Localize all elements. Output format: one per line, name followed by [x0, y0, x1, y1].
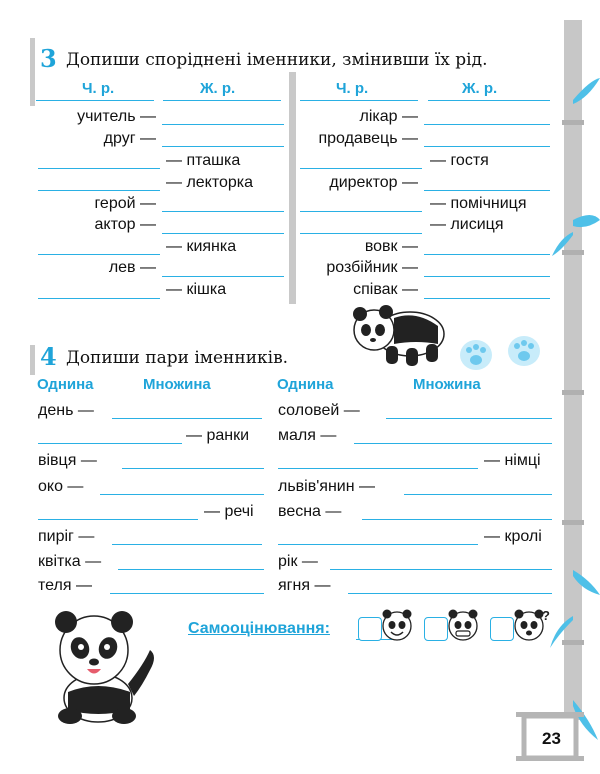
- column-divider: [289, 72, 296, 304]
- ex4-left-word: — ранки: [186, 427, 250, 444]
- ex3-header-masc-left: Ч. р.: [82, 80, 115, 97]
- ex3-answer-blank[interactable]: [300, 233, 422, 234]
- exercise-3-title: Допиши споріднені іменники, змінивши їх рід.: [66, 50, 488, 70]
- ex4-answer-blank[interactable]: [348, 593, 552, 594]
- ex4-right-word: весна —: [278, 503, 342, 520]
- ex3-answer-blank[interactable]: [424, 276, 550, 277]
- ex3-left-word: лев —: [108, 259, 156, 276]
- ex3-left-word: — лекторка: [166, 174, 254, 191]
- frame-left-bar: [30, 38, 35, 106]
- ex3-right-word: — гостя: [430, 152, 489, 169]
- panda-waving-illustration: [40, 606, 160, 726]
- ex4-header-plural-right: Множина: [413, 376, 481, 393]
- ex3-answer-blank[interactable]: [424, 298, 550, 299]
- ex3-answer-blank[interactable]: [38, 254, 160, 255]
- svg-text:?: ?: [542, 608, 550, 623]
- exercise-3-number: 3: [40, 44, 57, 73]
- self-evaluation-label: Самооцінювання:: [188, 620, 330, 637]
- ex3-header-fem-right: Ж. р.: [462, 80, 498, 97]
- ex3-header-masc-right: Ч. р.: [336, 80, 369, 97]
- ex4-answer-blank[interactable]: [330, 569, 552, 570]
- ex3-answer-blank[interactable]: [424, 146, 550, 147]
- ex3-right-word: розбійник —: [326, 259, 418, 276]
- ex3-right-word: продавець —: [318, 130, 418, 147]
- ex4-answer-blank[interactable]: [404, 494, 552, 495]
- ex4-answer-blank[interactable]: [362, 519, 552, 520]
- ex4-right-word: соловей —: [278, 402, 360, 419]
- ex3-left-word: друг —: [103, 130, 156, 147]
- panda-walking-illustration: [346, 300, 448, 370]
- ex3-left-word: герой —: [94, 195, 156, 212]
- ex4-answer-blank[interactable]: [110, 593, 264, 594]
- ex3-header-line: [163, 100, 281, 101]
- ex4-left-word: вівця —: [38, 452, 97, 469]
- frame-left-bar-2: [30, 345, 35, 375]
- self-eval-checkbox-happy[interactable]: [358, 617, 382, 641]
- ex4-right-word: ягня —: [278, 577, 331, 594]
- ex3-answer-blank[interactable]: [162, 211, 284, 212]
- ex4-left-word: око —: [38, 478, 84, 495]
- ex4-left-word: — речі: [204, 503, 254, 520]
- ex3-left-word: — пташка: [166, 152, 241, 169]
- ex4-left-word: день —: [38, 402, 94, 419]
- ex4-answer-blank[interactable]: [112, 418, 262, 419]
- ex3-right-word: вовк —: [364, 238, 418, 255]
- page-number: 23: [542, 729, 561, 748]
- ex4-header-plural-left: Множина: [143, 376, 211, 393]
- ex4-header-singular-right: Однина: [277, 376, 334, 393]
- bamboo-stalk: [550, 20, 600, 774]
- ex4-left-word: пиріг —: [38, 528, 95, 545]
- ex4-answer-blank[interactable]: [112, 544, 262, 545]
- ex4-left-word: теля —: [38, 577, 92, 594]
- ex3-answer-blank[interactable]: [38, 168, 160, 169]
- ex3-header-fem-left: Ж. р.: [200, 80, 236, 97]
- ex3-left-word: актор —: [94, 216, 156, 233]
- ex4-answer-blank[interactable]: [122, 468, 264, 469]
- ex4-answer-blank[interactable]: [278, 468, 478, 469]
- panda-grin-face-icon: [446, 608, 480, 642]
- ex3-answer-blank[interactable]: [424, 124, 550, 125]
- paw-print-icon: [458, 338, 494, 372]
- ex3-right-word: лікар —: [359, 108, 418, 125]
- ex4-right-word: — німці: [484, 452, 541, 469]
- ex3-answer-blank[interactable]: [38, 298, 160, 299]
- ex3-right-word: директор —: [329, 174, 418, 191]
- ex3-answer-blank[interactable]: [162, 124, 284, 125]
- ex4-answer-blank[interactable]: [118, 569, 264, 570]
- ex3-header-line: [300, 100, 418, 101]
- ex4-right-word: рік —: [278, 553, 318, 570]
- ex3-left-word: — кішка: [166, 281, 227, 298]
- ex4-answer-blank[interactable]: [354, 443, 552, 444]
- ex4-right-word: — кролі: [484, 528, 542, 545]
- ex4-answer-blank[interactable]: [386, 418, 552, 419]
- exercise-4-number: 4: [40, 342, 57, 371]
- ex4-header-singular-left: Однина: [37, 376, 94, 393]
- ex3-answer-blank[interactable]: [424, 190, 550, 191]
- self-eval-checkbox-confused[interactable]: [490, 617, 514, 641]
- ex3-left-word: учитель —: [77, 108, 156, 125]
- ex4-left-word: квітка —: [38, 553, 102, 570]
- ex4-answer-blank[interactable]: [38, 443, 182, 444]
- ex4-right-word: львів'янин —: [278, 478, 375, 495]
- self-eval-checkbox-grin[interactable]: [424, 617, 448, 641]
- ex4-answer-blank[interactable]: [38, 519, 198, 520]
- ex3-answer-blank[interactable]: [300, 211, 422, 212]
- ex3-right-word: співак —: [353, 281, 418, 298]
- ex3-answer-blank[interactable]: [300, 168, 422, 169]
- ex3-answer-blank[interactable]: [38, 190, 160, 191]
- ex3-right-word: — лисиця: [430, 216, 504, 233]
- ex4-answer-blank[interactable]: [100, 494, 264, 495]
- panda-confused-face-icon: [512, 606, 552, 642]
- ex3-right-word: — помічниця: [430, 195, 527, 212]
- ex3-left-word: — киянка: [166, 238, 237, 255]
- ex4-answer-blank[interactable]: [278, 544, 478, 545]
- ex3-header-line: [428, 100, 550, 101]
- paw-print-icon: [506, 334, 542, 368]
- panda-happy-face-icon: [380, 608, 414, 642]
- ex3-answer-blank[interactable]: [162, 146, 284, 147]
- ex3-header-line: [36, 100, 154, 101]
- ex4-right-word: маля —: [278, 427, 337, 444]
- ex3-answer-blank[interactable]: [162, 276, 284, 277]
- ex3-answer-blank[interactable]: [424, 254, 550, 255]
- ex3-answer-blank[interactable]: [162, 233, 284, 234]
- exercise-4-title: Допиши пари іменників.: [66, 348, 289, 368]
